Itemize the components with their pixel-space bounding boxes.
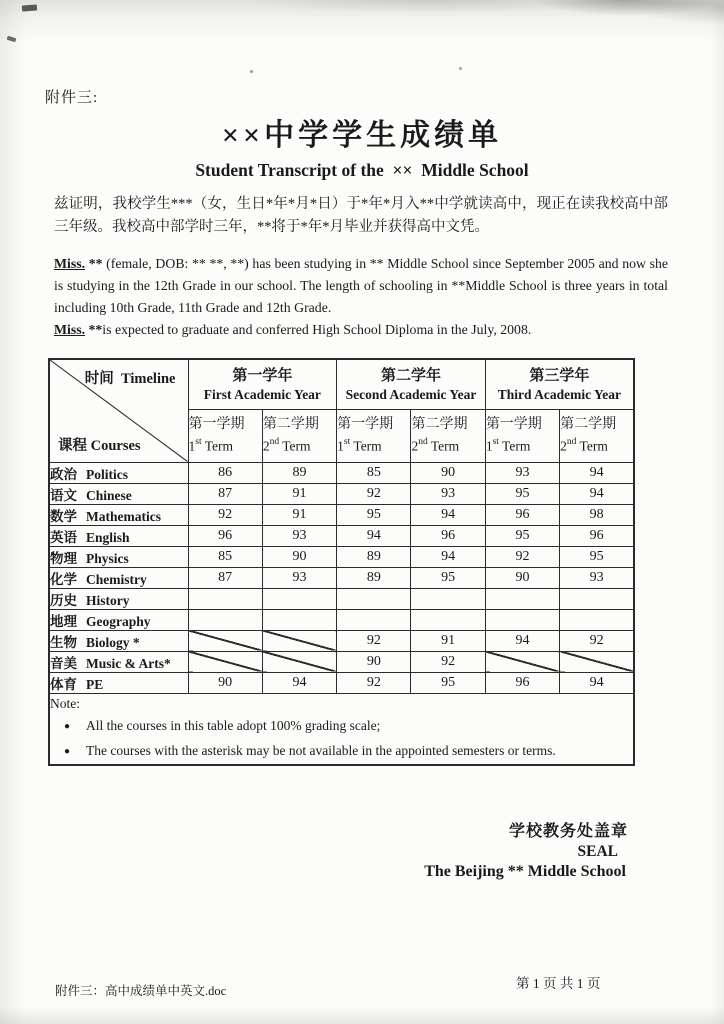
intro-paragraph-zh: 兹证明，我校学生***（女，生日*年*月*日）于*年*月入**中学就读高中，现正在读我校高中部三年级。我校高中部学时三年，**将于*年*月毕业并获得高中文凭。 xyxy=(54,196,668,235)
score-cell: 94 xyxy=(262,672,336,693)
seal-block xyxy=(308,822,628,882)
note-item-text: All the courses in this table adopt 100% grading scale; xyxy=(86,717,381,733)
score-cell: 96 xyxy=(485,504,559,525)
course-name-en: Chemistry xyxy=(86,571,147,587)
score-cell: 93 xyxy=(485,462,559,483)
score-cell-na xyxy=(485,651,559,672)
course-name-zh: 化学 xyxy=(50,571,77,587)
intro-paragraph-en xyxy=(54,253,668,341)
score-cell xyxy=(337,609,411,630)
score-cell-na xyxy=(262,651,336,672)
course-name-cell xyxy=(49,483,188,504)
score-cell: 90 xyxy=(337,651,411,672)
masked-name: ** xyxy=(85,256,107,271)
score-cell: 91 xyxy=(411,630,485,651)
term-header-5: 第一学期 1st Term xyxy=(485,409,559,462)
year-2-zh: 第二学年 xyxy=(380,367,441,384)
note-cell xyxy=(49,693,634,765)
score-cell: 94 xyxy=(560,483,634,504)
score-cell-na xyxy=(188,651,262,672)
year-2-en: Second Academic Year xyxy=(345,386,477,402)
course-name-en: Mathematics xyxy=(86,508,161,524)
note-label: Note: xyxy=(50,695,80,711)
intro-en-p2-text: is expected to graduate and conferred High School Diploma in the July, 2008. xyxy=(102,322,532,337)
course-row-geography xyxy=(49,609,634,630)
score-cell: 95 xyxy=(411,567,485,588)
course-row-biology xyxy=(49,630,634,651)
score-cell: 92 xyxy=(411,651,485,672)
footer-page-number: 第 1 页 共 1 页 xyxy=(516,976,601,991)
score-cell: 94 xyxy=(337,525,411,546)
score-cell: 92 xyxy=(560,630,634,651)
course-name-zh: 体育 xyxy=(50,676,77,692)
score-cell xyxy=(188,609,262,630)
course-name-cell xyxy=(49,672,188,693)
term-header-3: 第一学期 1st Term xyxy=(337,409,411,462)
score-cell xyxy=(262,588,336,609)
score-cell: 95 xyxy=(337,504,411,525)
score-cell: 90 xyxy=(188,672,262,693)
score-cell xyxy=(485,588,559,609)
score-cell: 95 xyxy=(485,483,559,504)
intro-en-p1 xyxy=(54,253,668,319)
intro-en-p2 xyxy=(54,319,668,341)
course-name-en: English xyxy=(86,529,130,545)
course-name-cell xyxy=(49,609,188,630)
score-cell: 94 xyxy=(485,630,559,651)
score-cell: 95 xyxy=(411,672,485,693)
year-3-en: Third Academic Year xyxy=(497,386,622,402)
course-name-en: Chinese xyxy=(86,487,132,503)
score-cell xyxy=(485,609,559,630)
score-cell: 96 xyxy=(485,672,559,693)
course-name-en: Geography xyxy=(86,613,151,629)
score-cell: 95 xyxy=(485,525,559,546)
scan-shading-bottom xyxy=(0,1006,724,1024)
course-name-cell xyxy=(49,504,188,525)
course-row-politics xyxy=(49,462,634,483)
course-name-en: Physics xyxy=(86,550,129,566)
score-cell: 96 xyxy=(560,525,634,546)
score-cell: 93 xyxy=(560,567,634,588)
score-cell: 93 xyxy=(262,567,336,588)
scan-shading-top xyxy=(0,0,724,44)
course-name-en: Politics xyxy=(86,466,128,482)
course-row-music-arts xyxy=(49,651,634,672)
score-cell: 91 xyxy=(262,483,336,504)
year-header-2 xyxy=(337,359,486,409)
course-row-chemistry xyxy=(49,567,634,588)
bullet-icon: ● xyxy=(64,720,71,732)
timeline-label: 时间 Timeline xyxy=(84,371,176,387)
score-cell: 92 xyxy=(188,504,262,525)
note-item xyxy=(50,714,633,739)
score-cell-na xyxy=(188,630,262,651)
score-cell: 90 xyxy=(485,567,559,588)
score-cell: 94 xyxy=(411,504,485,525)
score-cell: 90 xyxy=(262,546,336,567)
score-cell: 87 xyxy=(188,483,262,504)
masked-name: ** xyxy=(85,322,103,337)
year-header-1 xyxy=(188,359,337,409)
term-header-2: 第二学期 2nd Term xyxy=(262,409,336,462)
miss-label: Miss. xyxy=(54,322,86,337)
score-cell: 98 xyxy=(560,504,634,525)
score-cell: 96 xyxy=(411,525,485,546)
score-cell: 92 xyxy=(485,546,559,567)
course-name-cell xyxy=(49,630,188,651)
scan-artifact xyxy=(22,4,37,11)
score-cell xyxy=(337,588,411,609)
bullet-icon: ● xyxy=(64,745,71,757)
score-cell: 93 xyxy=(411,483,485,504)
score-cell: 89 xyxy=(337,567,411,588)
course-name-zh: 语文 xyxy=(50,487,77,503)
footer-filename: 附件三：高中成绩单中英文.doc xyxy=(55,984,227,998)
course-name-zh: 物理 xyxy=(50,550,77,566)
score-cell: 89 xyxy=(262,462,336,483)
seal-title-zh: 学校教务处盖章 xyxy=(508,823,628,840)
scan-artifact xyxy=(7,36,17,43)
term-header-1: 第一学期 1st Term xyxy=(188,409,262,462)
course-row-history xyxy=(49,588,634,609)
course-name-cell xyxy=(49,588,188,609)
course-name-en: History xyxy=(86,592,130,608)
course-name-zh: 地理 xyxy=(50,613,77,629)
score-cell: 86 xyxy=(188,462,262,483)
score-cell xyxy=(262,609,336,630)
course-name-zh: 政治 xyxy=(50,466,77,482)
score-cell: 89 xyxy=(337,546,411,567)
course-name-en: PE xyxy=(86,676,104,692)
course-row-mathematics xyxy=(49,504,634,525)
score-cell xyxy=(560,588,634,609)
year-header-row xyxy=(49,359,634,409)
course-name-cell xyxy=(49,567,188,588)
course-name-zh: 生物 xyxy=(50,634,77,650)
score-cell: 85 xyxy=(337,462,411,483)
score-cell: 87 xyxy=(188,567,262,588)
miss-label: Miss. xyxy=(54,256,86,271)
score-cell: 94 xyxy=(560,462,634,483)
term-header-6: 第二学期 2nd Term xyxy=(560,409,634,462)
course-name-cell xyxy=(49,462,188,483)
attachment-label: 附件三: xyxy=(45,90,99,106)
course-name-cell xyxy=(49,546,188,567)
score-cell: 93 xyxy=(262,525,336,546)
score-cell xyxy=(411,588,485,609)
course-name-en: Music & Arts* xyxy=(86,655,171,671)
page-title-zh: ××中学学生成绩单 xyxy=(221,119,503,152)
note-row xyxy=(49,693,634,765)
score-cell: 92 xyxy=(337,672,411,693)
year-1-en: First Academic Year xyxy=(203,386,321,402)
score-cell-na xyxy=(262,630,336,651)
course-name-zh: 音美 xyxy=(50,655,77,671)
scan-artifact xyxy=(250,70,253,73)
score-cell: 91 xyxy=(262,504,336,525)
score-cell: 94 xyxy=(560,672,634,693)
score-cell xyxy=(188,588,262,609)
courses-label: 课程 Courses xyxy=(58,437,141,454)
year-3-zh: 第三学年 xyxy=(529,367,590,384)
course-name-cell xyxy=(49,651,188,672)
grades-table xyxy=(48,358,635,766)
course-row-pe xyxy=(49,672,634,693)
score-cell: 96 xyxy=(188,525,262,546)
course-name-zh: 英语 xyxy=(50,529,77,545)
course-row-physics xyxy=(49,546,634,567)
course-row-english xyxy=(49,525,634,546)
year-1-zh: 第一学年 xyxy=(232,367,293,384)
score-cell: 95 xyxy=(560,546,634,567)
score-cell: 90 xyxy=(411,462,485,483)
year-header-3 xyxy=(485,359,634,409)
course-row-chinese xyxy=(49,483,634,504)
score-cell: 94 xyxy=(411,546,485,567)
page-title-en: Student Transcript of the ×× Middle School xyxy=(195,160,529,180)
course-name-zh: 历史 xyxy=(50,592,77,608)
score-cell: 92 xyxy=(337,483,411,504)
scan-artifact xyxy=(459,67,462,70)
course-name-en: Biology * xyxy=(86,634,140,650)
score-cell: 92 xyxy=(337,630,411,651)
corner-header-cell xyxy=(49,359,188,462)
seal-label: SEAL xyxy=(577,843,618,860)
score-cell-na xyxy=(560,651,634,672)
term-header-4: 第二学期 2nd Term xyxy=(411,409,485,462)
score-cell xyxy=(560,609,634,630)
intro-en-p1-text: (female, DOB: ** **, **) has been studying in ** Middle School since September 2005 and now she is studying in the 12th Grade in our school. The length of schooling in **Middle School is three years in total including 10th Grade, 11th Grade and 12th Grade. xyxy=(54,256,669,315)
seal-school-name: The Beijing ** Middle School xyxy=(424,863,626,880)
score-cell: 85 xyxy=(188,546,262,567)
note-item xyxy=(50,739,633,764)
course-name-cell xyxy=(49,525,188,546)
score-cell xyxy=(411,609,485,630)
course-name-zh: 数学 xyxy=(50,508,77,524)
note-item-text: The courses with the asterisk may be not available in the appointed semesters or terms. xyxy=(86,742,556,758)
